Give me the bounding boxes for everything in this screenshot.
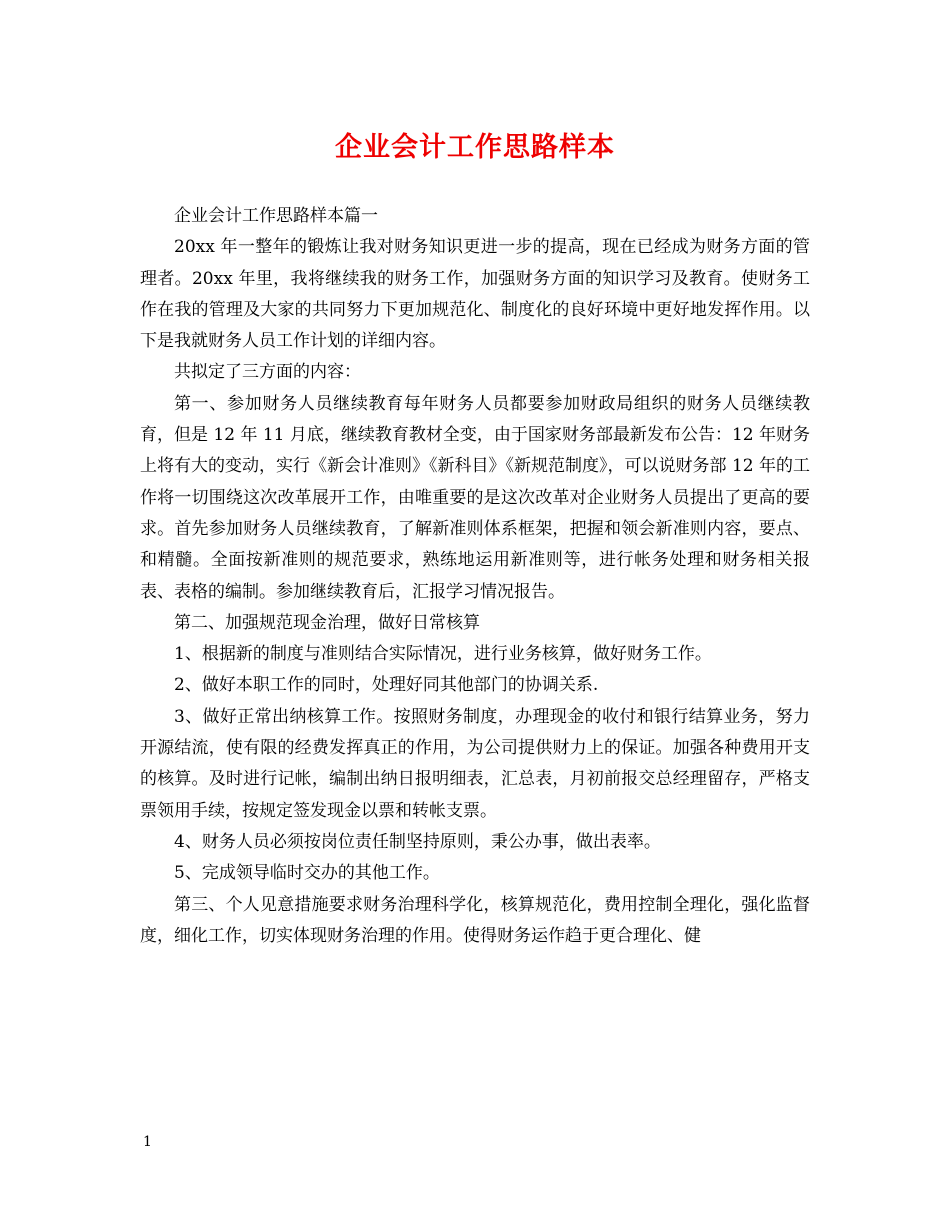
paragraph: 第二、加强规范现金治理，做好日常核算 [174, 612, 480, 633]
paragraph: 2、做好本职工作的同时，处理好同其他部门的协调关系. [174, 675, 599, 696]
paragraph: 第三、个人见意措施要求财务治理科学化，核算规范化，费用控制全理化，强化监督度，细化工作，切实体现财务治理的作用。使得财务运作趋于更合理化、健 [140, 894, 810, 946]
paragraph: 3、做好正常出纳核算工作。按照财务制度，办理现金的收付和银行结算业务，努力开源结流，使有限的经费发挥真正的作用，为公司提供财力上的保证。加强各种费用开支的核算。及时进行记帐，编制出纳日报明细表，汇总表，月初前报交总经理留存，严格支票领用手续，按规定签发现金以票和转帐支票。 [140, 706, 810, 821]
paragraph: 企业会计工作思路样本篇一 [174, 206, 378, 226]
paragraph: 第一、参加财务人员继续教育每年财务人员都要参加财政局组织的财务人员继续教育，但是 12 年 11 月底，继续教育教材全变，由于国家财务部最新发布公告：12 年财务上将有大的变动，实行《新会计准则》《新科目》《新规范制度》，可以说财务部 12 年的工作将一切围绕这次改革展开工作，由唯重要的是这次改革对企业财务人员提出了更高的要求。首先参加财务人员继续教育，了解新准则体系框架，把握和领会新准则内容，要点、和精髓。全面按新准则的规范要求，熟练地运用新准则等，进行帐务处理和财务相关报表、表格的编制。参加继续教育后，汇报学习情况报告。 [140, 393, 810, 602]
paragraph: 4、财务人员必须按岗位责任制坚持原则，秉公办事，做出表率。 [174, 831, 661, 852]
paragraph: 20xx 年一整年的锻炼让我对财务知识更进一步的提高，现在已经成为财务方面的管理者。20xx 年里，我将继续我的财务工作，加强财务方面的知识学习及教育。使财务工作在我的管理及大家的共同努力下更加规范化、制度化的良好环境中更好地发挥作用。以下是我就财务人员工作计划的详细内容。 [140, 237, 810, 352]
paragraph: 1、根据新的制度与准则结合实际情况，进行业务核算，做好财务工作。 [174, 644, 712, 665]
paragraph: 共拟定了三方面的内容： [174, 362, 361, 383]
document-title: 企业会计工作思路样本 [335, 132, 615, 163]
page-number: 1 [143, 1134, 152, 1150]
document-body [140, 201, 810, 952]
paragraph: 5、完成领导临时交办的其他工作。 [174, 863, 440, 884]
